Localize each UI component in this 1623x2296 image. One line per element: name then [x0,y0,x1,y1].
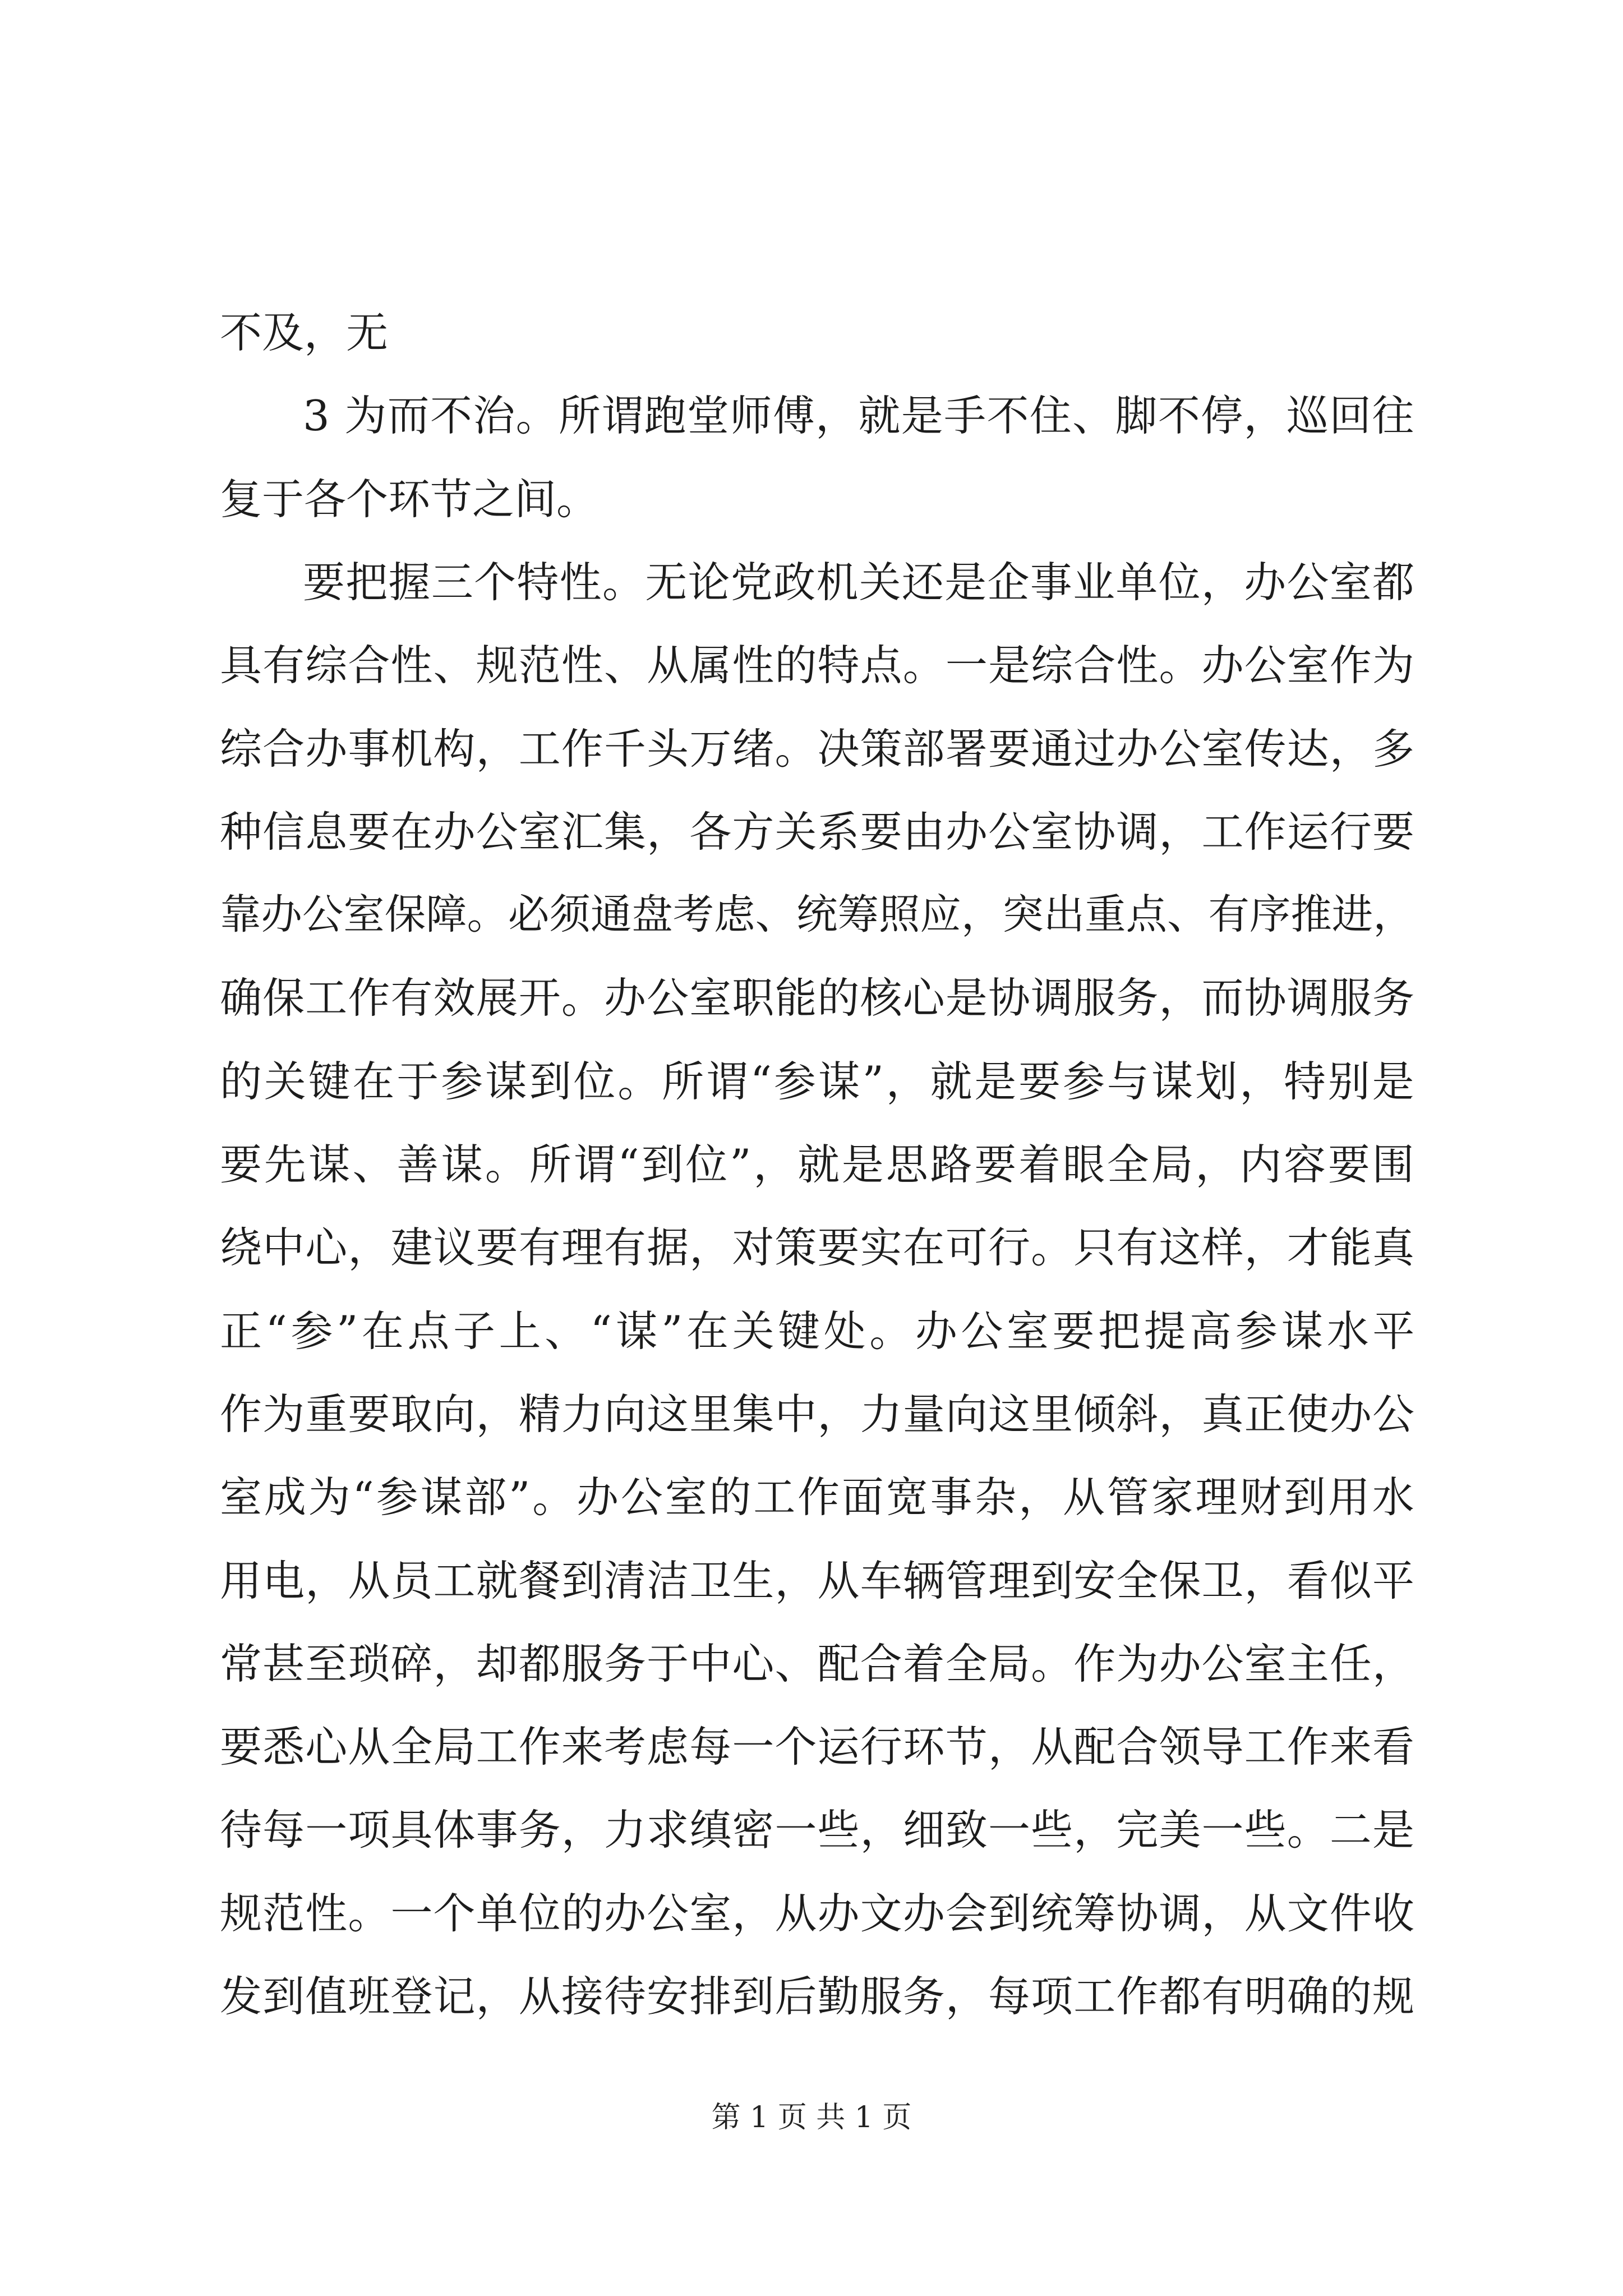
text-line: 3 为而不治。所谓跑堂师傅，就是手不住、脚不停，巡回往 [303,391,1415,440]
text-line: 作为重要取向，精力向这里集中，力量向这里倾斜，真正使办公 [220,1389,1415,1439]
text-line: 发到值班登记，从接待安排到后勤服务，每项工作都有明确的规 [220,1972,1415,2021]
text-line: 要把握三个特性。无论党政机关还是企事业单位，办公室都 [303,558,1415,607]
text-line: 要先谋、善谋。所谓“到位”，就是思路要着眼全局，内容要围 [220,1140,1417,1189]
text-line: 不及，无 [220,308,389,357]
text-line: 正“参”在点子上、“谋”在关键处。办公室要把提高参谋水平 [220,1306,1418,1356]
text-line: 用电，从员工就餐到清洁卫生，从车辆管理到安全保卫，看似平 [220,1556,1415,1605]
text-line: 绕中心，建议要有理有据，对策要实在可行。只有这样，才能真 [220,1223,1415,1272]
text-line: 种信息要在办公室汇集，各方关系要由办公室协调，工作运行要 [220,807,1415,857]
text-line: 的关键在于参谋到位。所谓“参谋”，就是要参与谋划，特别是 [220,1057,1417,1106]
text-line: 规范性。一个单位的办公室，从办文办会到统筹协调，从文件收 [220,1889,1415,1938]
text-line: 确保工作有效展开。办公室职能的核心是协调服务，而协调服务 [220,973,1415,1023]
text-line: 室成为“参谋部”。办公室的工作面宽事杂，从管家理财到用水 [220,1473,1417,1522]
text-line: 综合办事机构，工作千头万绪。决策部署要通过办公室传达，多 [220,724,1415,774]
text-line: 要悉心从全局工作来考虑每一个运行环节，从配合领导工作来看 [220,1722,1415,1772]
text-line: 待每一项具体事务，力求缜密一些，细致一些，完美一些。二是 [220,1805,1415,1855]
text-line: 常甚至琐碎，却都服务于中心、配合着全局。作为办公室主任， [220,1639,1415,1688]
text-line: 具有综合性、规范性、从属性的特点。一是综合性。办公室作为 [220,641,1415,690]
text-line: 复于各个环节之间。 [220,475,599,524]
text-line: 靠办公室保障。必须通盘考虑、统筹照应，突出重点、有序推进， [220,891,1414,938]
page-footer: 第 1 页 共 1 页 [711,2101,912,2134]
